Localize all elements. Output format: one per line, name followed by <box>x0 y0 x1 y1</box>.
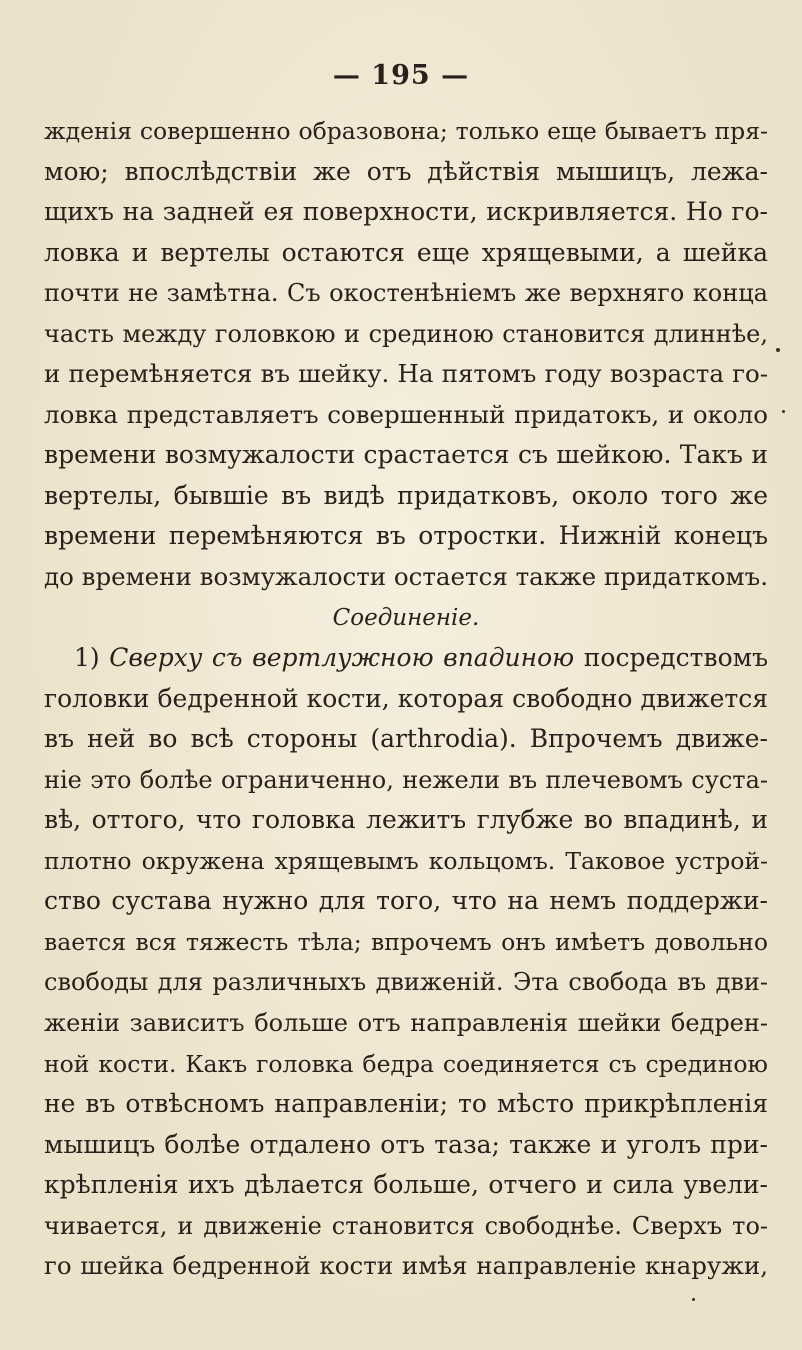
text-line: мышицъ болѣе отдалено отъ таза; также и уголъ при- <box>44 1129 768 1159</box>
text-line: времени возмужалости срастается съ шейкою. Такъ и <box>44 440 768 470</box>
text-line: вертелы, бывшіе въ видѣ придатковъ, около того же <box>44 480 768 510</box>
text-line: до времени возмужалости остается также придаткомъ. <box>44 562 768 592</box>
text-line: плотно окружена хрящевымъ кольцомъ. Таковое устрой- <box>44 846 768 875</box>
line-text: посредствомъ <box>574 643 768 673</box>
text-line <box>44 638 768 679</box>
text-line: ной кости. Какъ головка бедра соединяется съ срединою <box>44 1049 768 1078</box>
text-line: крѣпленія ихъ дѣлается больше, отчего и сила увели- <box>44 1170 768 1200</box>
body-text <box>44 111 768 1287</box>
text-line: го шейка бедренной кости имѣя направленіе кнаружи, <box>44 1251 768 1281</box>
text-line: свободы для различныхъ движеній. Эта свобода въ дви- <box>44 968 768 997</box>
text-line: и перемѣняется въ шейку. На пятомъ году возраста го- <box>44 359 768 389</box>
text-line: времени перемѣняются въ отростки. Нижній конецъ <box>44 521 768 551</box>
text-line: не въ отвѣсномъ направленіи; то мѣсто прикрѣпленія <box>44 1089 768 1119</box>
ink-speck <box>776 348 780 352</box>
text-line: вѣ, оттого, что головка лежитъ глубже во впадинѣ, и <box>44 805 768 835</box>
ink-speck <box>782 410 785 413</box>
text-line: почти не замѣтна. Съ окостенѣніемъ же верхняго конца <box>44 279 768 308</box>
text-line: мою; впослѣдствіи же отъ дѣйствія мышицъ, лежа- <box>44 156 768 186</box>
line-text: 1) <box>74 643 110 673</box>
section-heading: Соединеніе. <box>332 604 480 631</box>
text-line: жденія совершенно образовона; только еще бываетъ пря- <box>44 117 768 145</box>
text-line: женіи зависитъ больше отъ направленія шейки бедрен- <box>44 1009 768 1038</box>
text-line: ловка представляетъ совершенный придатокъ, и около <box>44 399 768 429</box>
text-line: въ ней во всѣ стороны (arthrodia). Впрочемъ движе- <box>44 724 768 754</box>
text-line: головки бедренной кости, которая свободно движется <box>44 683 768 713</box>
text-line: часть между головкою и срединою становится длиннѣе, <box>44 319 768 348</box>
italic-phrase: Сверху съ вертлужною впадиною <box>109 643 575 673</box>
text-line: чивается, и движеніе становится свободнѣе. Сверхъ то- <box>44 1211 768 1240</box>
ink-speck <box>692 1298 695 1301</box>
page-number: — 195 — <box>332 60 470 91</box>
text-line: ніе это болѣе ограниченно, нежели въ плечевомъ суста- <box>44 765 768 794</box>
text-line: вается вся тяжесть тѣла; впрочемъ онъ имѣетъ довольно <box>44 927 768 956</box>
text-line: ловка и вертелы остаются еще хрящевыми, а шейка <box>44 237 768 267</box>
text-line: щихъ на задней ея поверхности, искривляется. Но го- <box>44 197 768 227</box>
text-line: ство сустава нужно для того, что на немъ поддержи- <box>44 886 768 916</box>
